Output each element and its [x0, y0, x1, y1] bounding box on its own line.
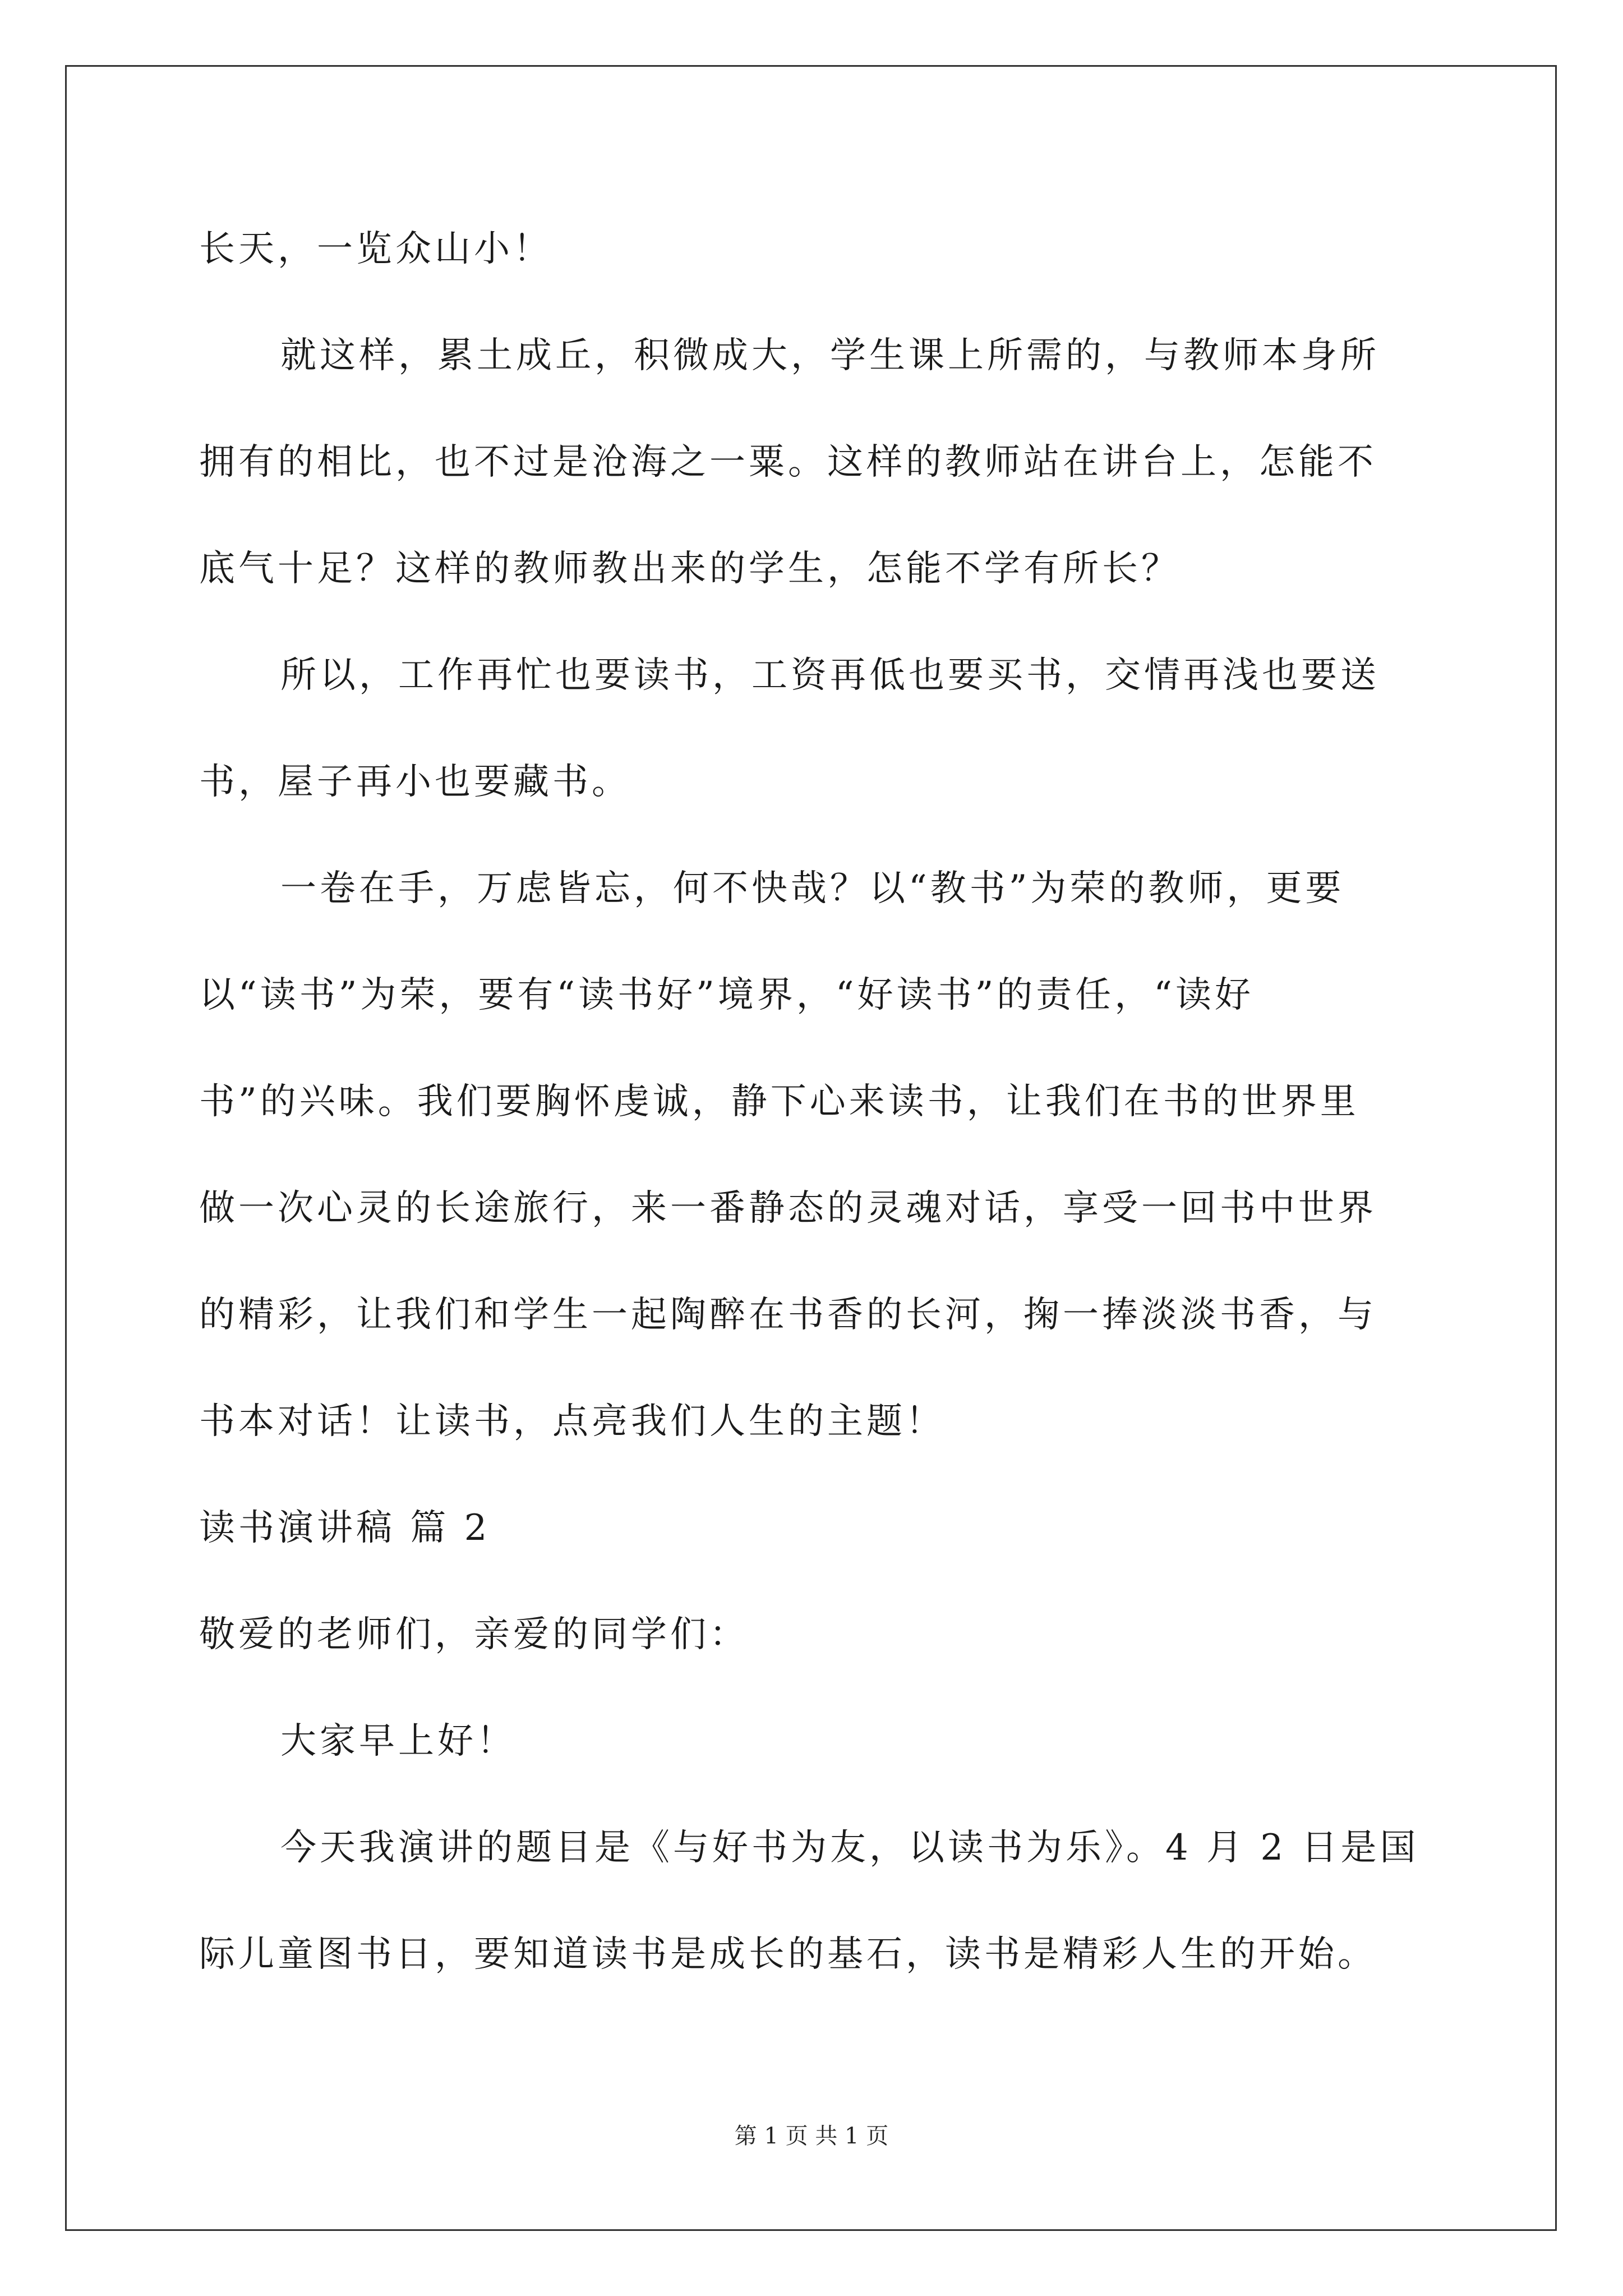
- text-line: 拥有的相比，也不过是沧海之一粟。这样的教师站在讲台上，怎能不: [199, 441, 1377, 483]
- text-line: 书本对话！让读书，点亮我们人生的主题！: [199, 1401, 945, 1442]
- text-line: 际儿童图书日，要知道读书是成长的基石，读书是精彩人生的开始。: [199, 1934, 1377, 1975]
- text-line: 今天我演讲的题目是《与好书为友，以读书为乐》。4 月 2 日是国: [280, 1827, 1419, 1869]
- greeting: 大家早上好！: [280, 1720, 516, 1762]
- section-heading: 读书演讲稿 篇 2: [199, 1507, 491, 1549]
- text-line: 长天，一览众山小！: [199, 228, 552, 270]
- salutation: 敬爱的老师们，亲爱的同学们：: [199, 1614, 749, 1655]
- text-line: 书”的兴味。我们要胸怀虔诚，静下心来读书，让我们在书的世界里: [199, 1081, 1359, 1122]
- text-line: 一卷在手，万虑皆忘，何不快哉？以“教书”为荣的教师，更要: [280, 868, 1345, 909]
- page-border: [65, 65, 1557, 2231]
- text-line: 的精彩，让我们和学生一起陶醉在书香的长河，掬一捧淡淡书香，与: [199, 1294, 1377, 1336]
- text-line: 书，屋子再小也要藏书。: [199, 761, 631, 803]
- text-line: 所以，工作再忙也要读书，工资再低也要买书，交情再浅也要送: [280, 655, 1380, 696]
- text-line: 以“读书”为荣，要有“读书好”境界，“好读书”的责任，“读好: [199, 974, 1255, 1016]
- text-line: 底气十足？这样的教师教出来的学生，怎能不学有所长？: [199, 548, 1181, 590]
- page-number: 第 1 页 共 1 页: [734, 2123, 889, 2149]
- text-line: 做一次心灵的长途旅行，来一番静态的灵魂对话，享受一回书中世界: [199, 1188, 1377, 1229]
- text-line: 就这样，累土成丘，积微成大，学生课上所需的，与教师本身所: [280, 335, 1380, 376]
